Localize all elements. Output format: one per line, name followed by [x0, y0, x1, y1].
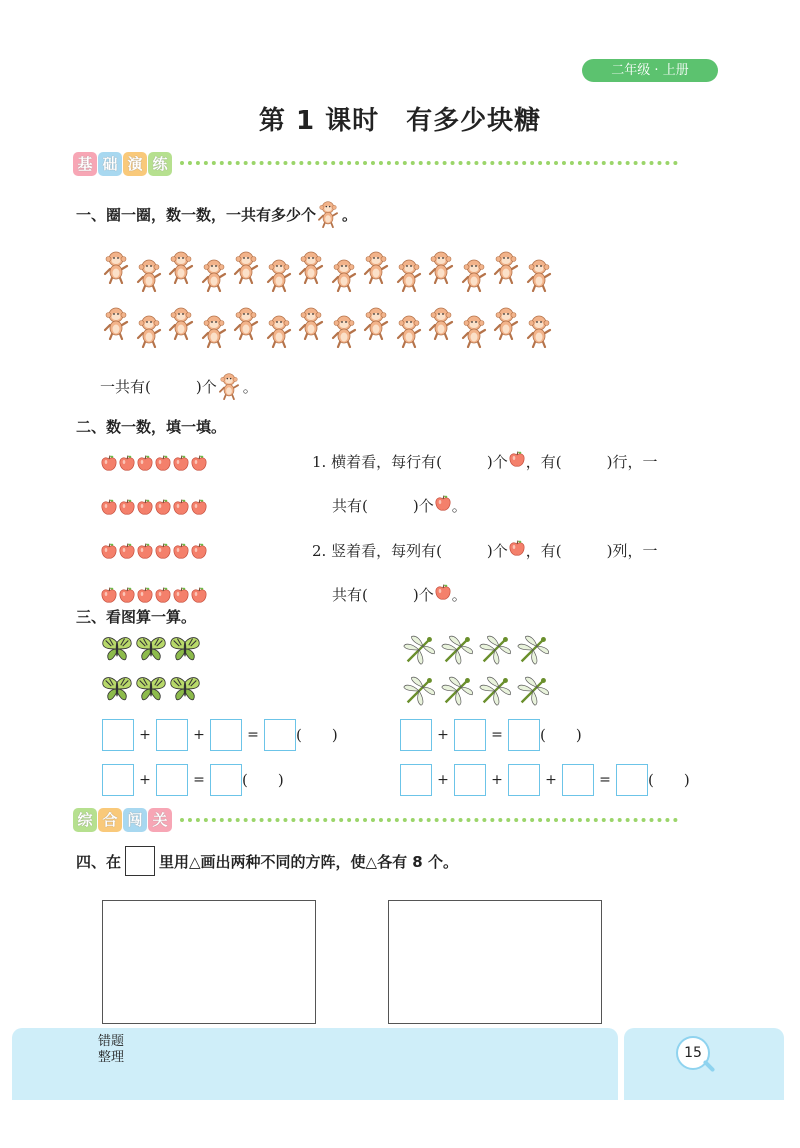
monkey-icon: [263, 306, 296, 356]
apple-icon: [434, 583, 452, 605]
plus-sign: +: [545, 772, 557, 788]
monkey-icon: [425, 242, 458, 292]
monkey-icon: [458, 250, 491, 300]
dragonfly-icon: [476, 673, 514, 713]
section-tag-char: 综: [73, 808, 97, 832]
apple-icon: [118, 454, 136, 498]
answer-box[interactable]: [454, 764, 486, 796]
equation-dragonfly-1: [400, 719, 582, 751]
plus-sign: +: [491, 772, 503, 788]
item-text: 2. 竖着看，每列有( )个: [312, 541, 508, 560]
monkey-icon: [295, 242, 328, 292]
drawing-box-2[interactable]: [388, 900, 602, 1024]
apple-icon: [136, 454, 154, 498]
section-tag-char: 础: [98, 152, 122, 176]
apple-icon: [118, 498, 136, 542]
answer-box[interactable]: [210, 719, 242, 751]
apple-icon: [136, 542, 154, 586]
apple-icon: [118, 542, 136, 586]
monkey-icon: [100, 298, 133, 348]
monkey-icon: [133, 250, 166, 300]
monkey-icon: [425, 298, 458, 348]
apple-row: [100, 542, 208, 586]
equals-sign: =: [193, 772, 205, 788]
answer-box[interactable]: [616, 764, 648, 796]
question-2-item-1-line-2: [332, 494, 467, 516]
unit-blank[interactable]: ( ): [540, 726, 582, 744]
apple-icon: [100, 498, 118, 542]
unit-blank[interactable]: ( ): [648, 771, 690, 789]
butterfly-row: [100, 674, 202, 712]
answer-box[interactable]: [508, 764, 540, 796]
answer-box[interactable]: [454, 719, 486, 751]
apple-row: [100, 454, 208, 498]
section-divider: [180, 161, 678, 165]
answer-box[interactable]: [156, 719, 188, 751]
question-2-item-2-line-2: [332, 583, 467, 605]
monkey-icon: [198, 306, 231, 356]
equals-sign: =: [491, 727, 503, 743]
section-tag-char: 合: [98, 808, 122, 832]
monkey-icon: [490, 298, 523, 348]
question-1-answer: [100, 372, 258, 400]
apple-icon: [508, 450, 526, 472]
item-text: 共有( )个: [332, 585, 434, 604]
butterfly-icon: [134, 674, 168, 712]
dragonfly-icon: [438, 673, 476, 713]
apple-icon: [434, 494, 452, 516]
answer-box[interactable]: [210, 764, 242, 796]
equation-butterfly-1: [102, 719, 338, 751]
dragonfly-icon: [514, 632, 552, 672]
answer-box[interactable]: [400, 719, 432, 751]
dragonfly-grid: [400, 632, 552, 713]
answer-box[interactable]: [562, 764, 594, 796]
butterfly-icon: [168, 674, 202, 712]
section-tag-char: 演: [123, 152, 147, 176]
item-text: 。: [451, 585, 467, 604]
square-symbol: [125, 846, 155, 876]
apple-icon: [172, 498, 190, 542]
answer-box[interactable]: [102, 719, 134, 751]
item-text: ，有( )列，一: [525, 541, 658, 560]
butterfly-icon: [100, 674, 134, 712]
apple-icon: [172, 454, 190, 498]
page-number-panel: [624, 1028, 784, 1100]
monkey-icon: [328, 250, 361, 300]
apple-icon: [190, 542, 208, 586]
monkey-grid: [100, 244, 555, 356]
monkey-icon: [523, 250, 556, 300]
apple-icon: [154, 498, 172, 542]
apple-icon: [172, 542, 190, 586]
monkey-icon: [217, 372, 243, 400]
section-tag-basic-practice: [73, 152, 172, 176]
answer-box[interactable]: [156, 764, 188, 796]
answer-box[interactable]: [400, 764, 432, 796]
dragonfly-icon: [400, 673, 438, 713]
question-2-item-1-line-1: [312, 450, 658, 472]
monkey-icon: [316, 200, 342, 228]
butterfly-grid: [100, 634, 202, 712]
plus-sign: +: [139, 727, 151, 743]
item-text: 。: [451, 496, 467, 515]
magnifier-handle-icon: [703, 1060, 716, 1073]
butterfly-row: [100, 634, 202, 672]
apple-icon: [100, 454, 118, 498]
dragonfly-icon: [476, 632, 514, 672]
monkey-icon: [263, 250, 296, 300]
monkey-icon: [393, 250, 426, 300]
monkey-icon: [360, 298, 393, 348]
apple-icon: [154, 542, 172, 586]
question-1-prompt-end: 。: [342, 205, 358, 224]
monkey-icon: [490, 242, 523, 292]
monkey-icon: [165, 242, 198, 292]
apple-icon: [508, 539, 526, 561]
butterfly-icon: [134, 634, 168, 672]
equals-sign: =: [247, 727, 259, 743]
monkey-icon: [295, 298, 328, 348]
section-tag-char: 闯: [123, 808, 147, 832]
question-4-prompt-a: 四、在: [76, 852, 122, 871]
dragonfly-row: [400, 632, 552, 672]
section-tag-char: 关: [148, 808, 172, 832]
answer-box[interactable]: [102, 764, 134, 796]
item-text: 1. 横着看，每行有( )个: [312, 452, 508, 471]
section-divider: [180, 818, 678, 822]
question-1: [76, 200, 357, 228]
question-4-prompt-b: 里用△画出两种不同的方阵，使△各有 8 个。: [159, 852, 458, 871]
page-title: 第 1 课时 有多少块糖: [258, 106, 542, 136]
monkey-icon: [133, 306, 166, 356]
drawing-box-1[interactable]: [102, 900, 316, 1024]
dragonfly-icon: [514, 673, 552, 713]
apple-grid: [100, 454, 208, 630]
question-2-prompt: 二、数一数，填一填。: [76, 418, 227, 436]
unit-blank[interactable]: ( ): [242, 771, 284, 789]
monkey-icon: [198, 250, 231, 300]
answer-box[interactable]: [508, 719, 540, 751]
apple-row: [100, 498, 208, 542]
question-1-answer-text: 一共有( )个: [100, 377, 217, 396]
dragonfly-icon: [438, 632, 476, 672]
question-3-prompt: 三、看图算一算。: [76, 608, 197, 626]
monkey-icon: [328, 306, 361, 356]
error-notes-label: 错题: [98, 1034, 125, 1049]
question-1-prompt: 一、圈一圈，数一数，一共有多少个: [76, 205, 317, 224]
monkey-icon: [393, 306, 426, 356]
equation-dragonfly-2: [400, 764, 690, 796]
equals-sign: =: [599, 772, 611, 788]
plus-sign: +: [193, 727, 205, 743]
section-tag-comprehensive: [73, 808, 172, 832]
plus-sign: +: [139, 772, 151, 788]
item-text: ，有( )行，一: [525, 452, 658, 471]
apple-icon: [136, 498, 154, 542]
page-number: 15: [676, 1036, 710, 1070]
monkey-icon: [458, 306, 491, 356]
monkey-row: [100, 300, 555, 356]
monkey-icon: [100, 242, 133, 292]
dragonfly-row: [400, 673, 552, 713]
monkey-icon: [523, 306, 556, 356]
apple-icon: [100, 542, 118, 586]
grade-badge: 二年级 · 上册: [582, 59, 718, 82]
error-notes-panel: [12, 1028, 618, 1100]
apple-icon: [190, 454, 208, 498]
plus-sign: +: [437, 727, 449, 743]
plus-sign: +: [437, 772, 449, 788]
monkey-row: [100, 244, 555, 300]
section-tag-char: 基: [73, 152, 97, 176]
answer-box[interactable]: [264, 719, 296, 751]
section-tag-char: 练: [148, 152, 172, 176]
monkey-icon: [230, 298, 263, 348]
unit-blank[interactable]: ( ): [296, 726, 338, 744]
question-4: [76, 846, 458, 876]
monkey-icon: [230, 242, 263, 292]
dragonfly-icon: [400, 632, 438, 672]
butterfly-icon: [100, 634, 134, 672]
apple-icon: [190, 498, 208, 542]
butterfly-icon: [168, 634, 202, 672]
error-notes-label: 整理: [98, 1050, 125, 1065]
question-1-answer-end: 。: [242, 377, 258, 396]
question-2-item-2-line-1: [312, 539, 658, 561]
apple-icon: [154, 454, 172, 498]
monkey-icon: [360, 242, 393, 292]
item-text: 共有( )个: [332, 496, 434, 515]
equation-butterfly-2: [102, 764, 284, 796]
monkey-icon: [165, 298, 198, 348]
